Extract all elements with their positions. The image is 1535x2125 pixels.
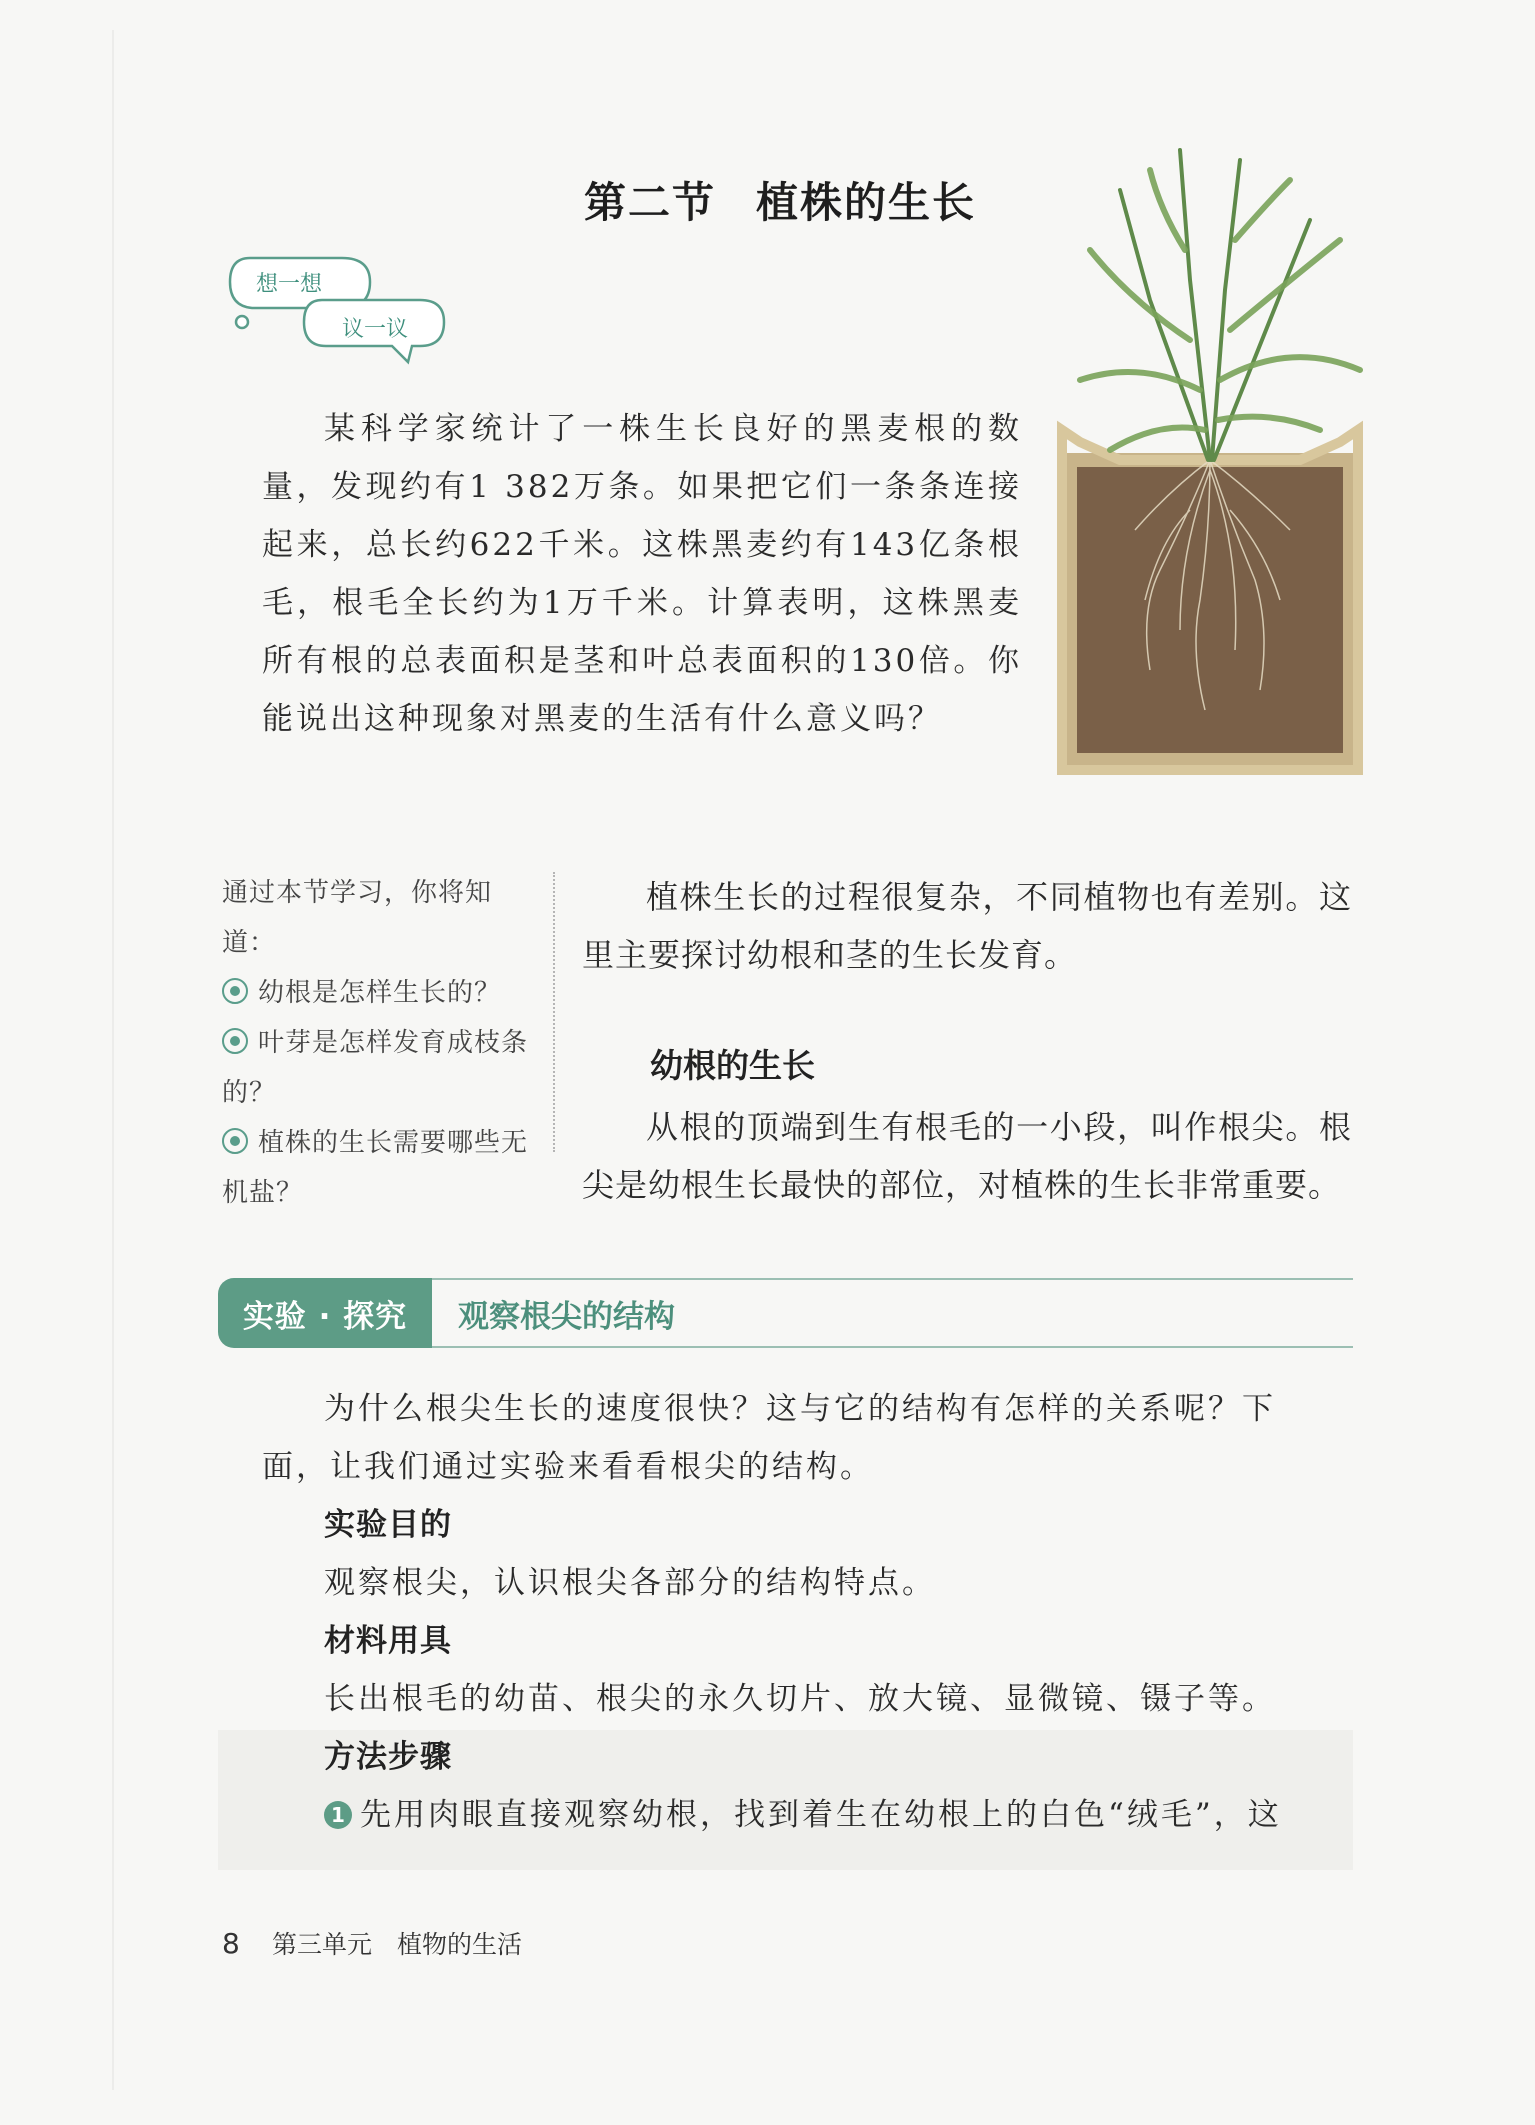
page-edge bbox=[112, 30, 114, 2090]
purpose-text: 观察根尖，认识根尖各部分的结构特点。 bbox=[324, 1565, 936, 1601]
root-tip-paragraph bbox=[582, 1098, 1352, 1214]
page-number: 8 bbox=[222, 1927, 240, 1960]
step-1 bbox=[262, 1786, 1342, 1844]
subheading: 幼根的生长 bbox=[650, 1046, 815, 1085]
goal-item bbox=[222, 968, 532, 1018]
goals-divider bbox=[553, 872, 555, 1152]
materials-text: 长出根毛的幼苗、根尖的永久切片、放大镜、显微镜、镊子等。 bbox=[324, 1681, 1276, 1717]
bullet-icon bbox=[222, 978, 248, 1004]
experiment-tag: 实验 · 探究 bbox=[218, 1278, 432, 1348]
step-1-text: 先用肉眼直接观察幼根，找到着生在幼根上的白色“绒毛”，这 bbox=[360, 1797, 1282, 1833]
experiment-header bbox=[218, 1278, 1353, 1348]
section-name: 植株的生长 bbox=[756, 178, 977, 227]
steps-heading: 方法步骤 bbox=[324, 1739, 452, 1775]
rye-plant-illustration bbox=[1040, 130, 1380, 790]
experiment-body bbox=[262, 1380, 1342, 1844]
experiment-intro: 为什么根尖生长的速度很快？这与它的结构有怎样的关系呢？下面，让我们通过实验来看看根尖的结构。 bbox=[262, 1391, 1276, 1485]
main-text: 植株生长的过程很复杂，不同植物也有差别。这里主要探讨幼根和茎的生长发育。 bbox=[582, 878, 1352, 974]
section-number: 第二节 bbox=[583, 178, 716, 227]
main-paragraph bbox=[582, 868, 1352, 984]
goals-heading: 通过本节学习，你将知道： bbox=[222, 878, 493, 958]
goal-text: 幼根是怎样生长的？ bbox=[258, 978, 502, 1008]
goal-item bbox=[222, 1118, 532, 1218]
section-title bbox=[500, 170, 1060, 230]
bullet-icon bbox=[222, 1128, 248, 1154]
goal-item bbox=[222, 1018, 532, 1118]
page-footer bbox=[222, 1925, 522, 1961]
think-discuss-bubbles bbox=[222, 250, 472, 380]
unit-title: 第三单元 植物的生活 bbox=[272, 1930, 523, 1959]
step-number-icon: 1 bbox=[324, 1801, 352, 1829]
intro-text: 某科学家统计了一株生长良好的黑麦根的数量，发现约有1 382万条。如果把它们一条条连接起来，总长约622千米。这株黑麦约有143亿条根毛，根毛全长约为1万千米。计算表明，这株黑麦所有根的总表面积是茎和叶总表面积的130倍。你能说出这种现象对黑麦的生活有什么意义吗？ bbox=[262, 411, 1022, 737]
discuss-label: 议一议 bbox=[342, 317, 409, 342]
purpose-heading: 实验目的 bbox=[324, 1507, 452, 1543]
root-tip-text: 从根的顶端到生有根毛的一小段，叫作根尖。根尖是幼根生长最快的部位，对植株的生长非常重要。 bbox=[582, 1108, 1352, 1204]
experiment-title: 观察根尖的结构 bbox=[458, 1298, 675, 1335]
goal-text: 植株的生长需要哪些无机盐？ bbox=[222, 1128, 529, 1208]
goal-text: 叶芽是怎样发育成枝条的？ bbox=[222, 1028, 529, 1108]
learning-goals bbox=[222, 868, 532, 1218]
bullet-icon bbox=[222, 1028, 248, 1054]
materials-heading: 材料用具 bbox=[324, 1623, 452, 1659]
intro-paragraph bbox=[262, 400, 1022, 748]
think-label: 想一想 bbox=[256, 272, 323, 297]
